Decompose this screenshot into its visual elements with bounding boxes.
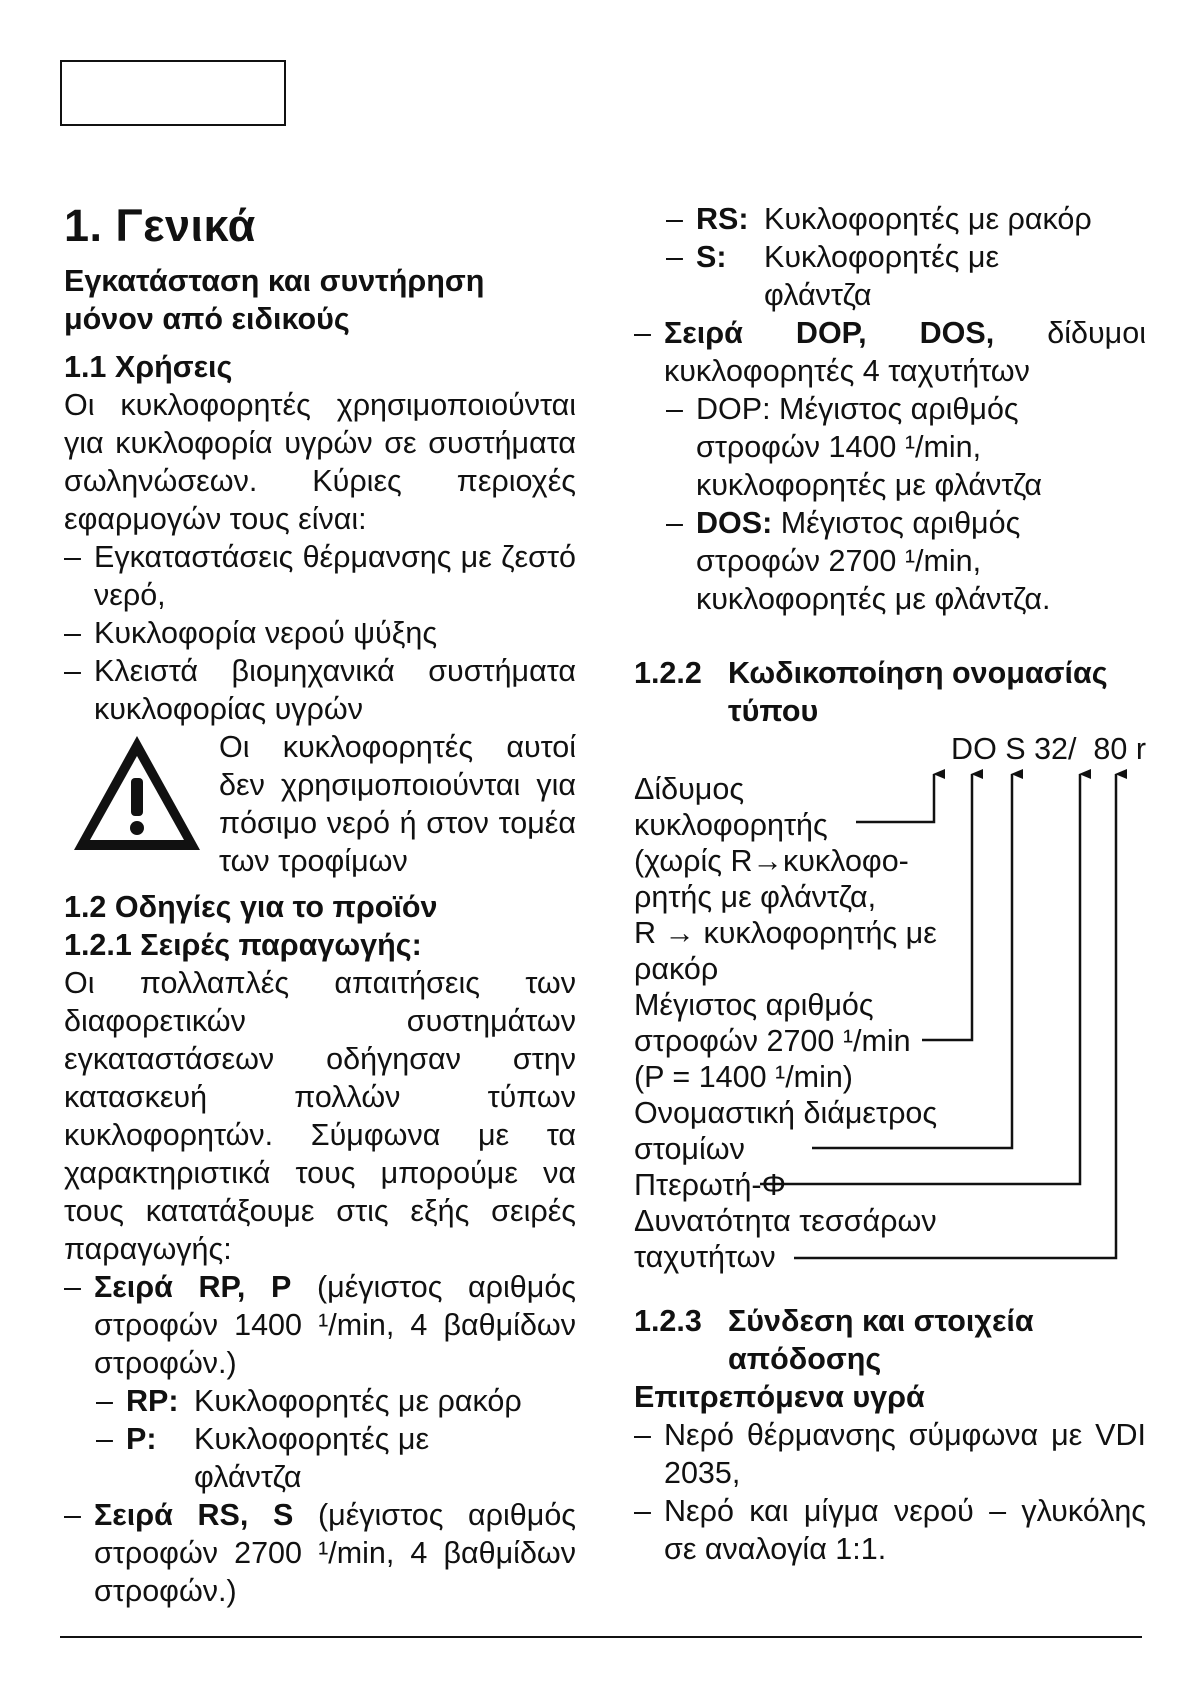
subtitle-line-2: μόνον από ειδικούς [64, 302, 350, 336]
list-item: – RP: Κυκλοφορητές με ρακόρ [96, 1384, 522, 1418]
code-label: (χωρίς R→κυκλοφο- [634, 844, 909, 878]
heading-1-2-1: 1.2.1 Σειρές παραγωγής: [64, 928, 422, 962]
heading-1-2-3: 1.2.3 Σύνδεση και στοιχεία απόδοσης [634, 1304, 1034, 1376]
code-label: ταχυτήτων [634, 1240, 776, 1274]
code-label: R → κυκλοφορητής με [634, 916, 937, 950]
code-label: στροφών 2700 ¹/min [634, 1024, 911, 1058]
series-intro: Οι πολλαπλές απαιτήσεις των διαφορετικών συστημάτων εγκαταστάσεων οδήγησαν στην κατασκευή πολλών τύπων κυκλοφορητών. Σύμφωνα με τα χαρακτηριστικά τους μπορούμε να τους κατατάξουμε στις εξής σειρές παραγωγής: [64, 966, 576, 1266]
uses-intro: Οι κυκλοφορητές χρησιμοποιούνται για κυκλοφορία υγρών σε συστήματα σωληνώσεων. Κύριες περιοχές εφαρμογών τους είναι: [64, 388, 576, 536]
code-label: Μέγιστος αριθμός [634, 988, 874, 1022]
code-label: Πτερωτή-Φ [634, 1168, 786, 1202]
list-item: – Νερό και μίγμα νερού – γλυκόλης σε αναλογία 1:1. [634, 1494, 1146, 1566]
list-item: – Νερό θέρμανσης σύμφωνα με VDI 2035, [634, 1418, 1146, 1490]
footer-rule [60, 1636, 1142, 1638]
code-label: κυκλοφορητής [634, 808, 828, 842]
list-item: – Κυκλοφορία νερού ψύξης [64, 616, 438, 650]
left-column [64, 200, 576, 1610]
warning-triangle-icon [70, 732, 204, 854]
language-tab-box [60, 60, 286, 126]
code-label: Δυνατότητα τεσσάρων [634, 1204, 937, 1238]
list-item: – Κλειστά βιομηχανικά συστήματα κυκλοφορίας υγρών [64, 654, 576, 726]
warning-block [64, 728, 576, 880]
list-item: – Σειρά RS, S (μέγιστος αριθμός στροφών 2700 ¹/min, 4 βαθμίδων στροφών.) [64, 1498, 576, 1608]
type-code: DO S 32/ 80 r [951, 732, 1146, 766]
fluids-heading: Επιτρεπόμενα υγρά [634, 1380, 925, 1414]
list-item: – DOP: Μέγιστος αριθμός στροφών 1400 ¹/min, κυκλοφορητές με φλάντζα [666, 392, 1042, 502]
list-item: – Σειρά DOP, DOS, δίδυμοι κυκλοφορητές 4 ταχυτήτων [634, 316, 1146, 388]
type-code-diagram [634, 730, 1146, 1290]
list-item: – Σειρά RP, P (μέγιστος αριθμός στροφών 1400 ¹/min, 4 βαθμίδων στροφών.) [64, 1270, 576, 1380]
heading-1-2-2: 1.2.2 Κωδικοποίηση ονομασίας τύπου [634, 656, 1108, 728]
heading-1-2: 1.2 Οδηγίες για το προϊόν [64, 890, 438, 924]
list-item: – S: Κυκλοφορητές με φλάντζα [666, 240, 1000, 312]
heading-1-1: 1.1 Χρήσεις [64, 350, 233, 384]
right-column [634, 200, 1146, 1568]
code-label: Ονομαστική διάμετρος [634, 1096, 938, 1130]
code-label: ρητής με φλάντζα, [634, 880, 877, 914]
subtitle-line-1: Εγκατάσταση και συντήρηση [64, 264, 485, 298]
code-label: (P = 1400 ¹/min) [634, 1060, 853, 1094]
list-item: – P: Κυκλοφορητές με φλάντζα [96, 1422, 430, 1494]
list-item: – Εγκαταστάσεις θέρμανσης με ζεστό νερό, [64, 540, 576, 612]
list-item: – DOS: Μέγιστος αριθμός στροφών 2700 ¹/min, κυκλοφορητές με φλάντζα. [666, 506, 1051, 616]
section-title: 1. Γενικά [64, 200, 256, 251]
code-label: στομίων [634, 1132, 745, 1166]
code-label: ρακόρ [634, 952, 719, 986]
code-label: Δίδυμος [634, 772, 745, 806]
warning-text: Οι κυκλοφορητές αυτοί δεν χρησιμοποιούνται για πόσιμο νερό ή στον τομέα των τροφίμων [219, 730, 576, 878]
list-item: – RS: Κυκλοφορητές με ρακόρ [666, 202, 1092, 236]
